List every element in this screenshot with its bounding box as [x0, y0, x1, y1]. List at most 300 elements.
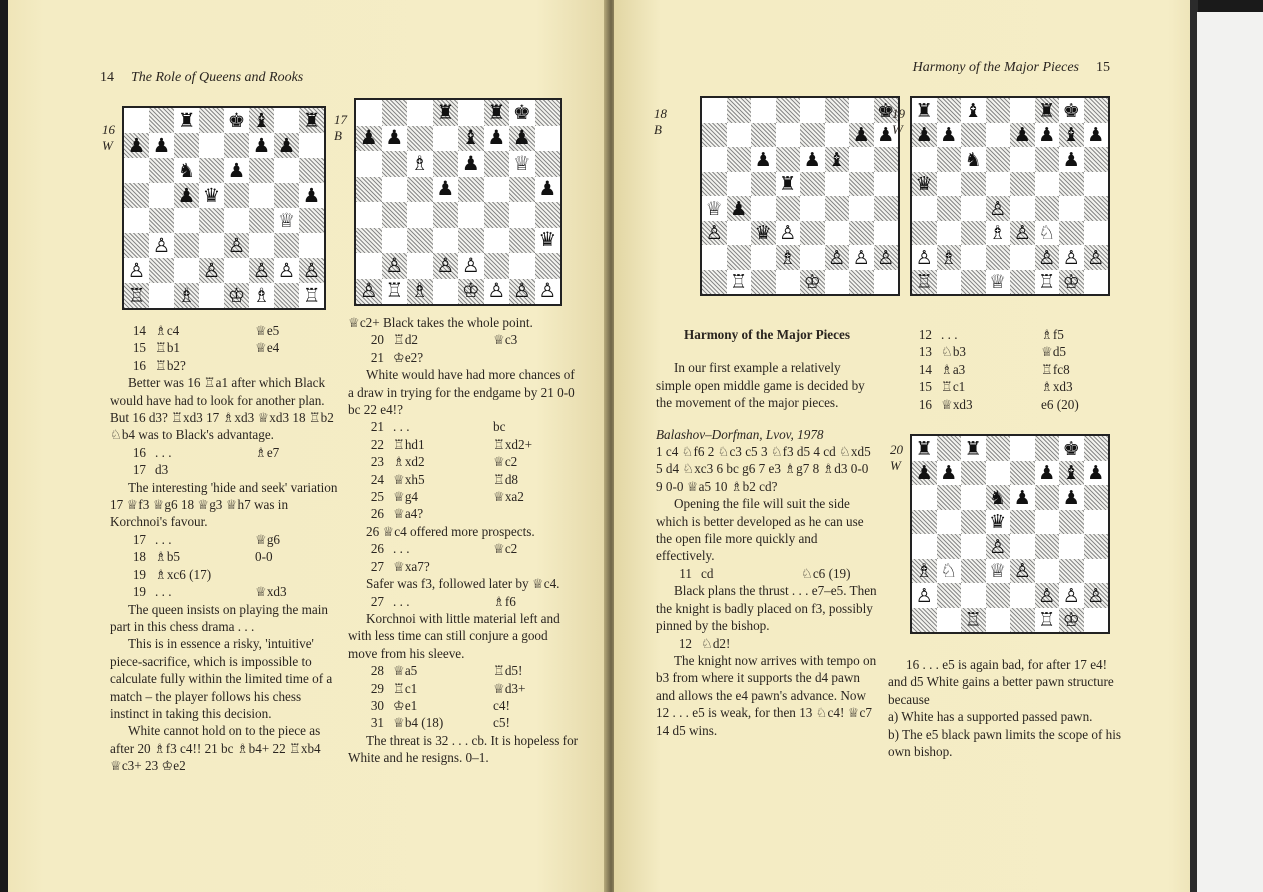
black-move: ♗f6 — [493, 593, 516, 609]
square-d8 — [986, 436, 1011, 461]
chess-piece: ♖ — [964, 608, 982, 632]
square-b7 — [382, 126, 408, 152]
square-a6 — [912, 485, 937, 510]
move-line — [110, 357, 342, 374]
move-line — [896, 396, 1126, 413]
chess-piece: ♕ — [989, 270, 1007, 294]
square-d5 — [986, 510, 1011, 535]
square-g1 — [509, 279, 535, 305]
square-a2 — [702, 245, 727, 270]
chess-board — [910, 434, 1110, 634]
square-g2 — [1059, 583, 1084, 608]
square-h8 — [1084, 436, 1109, 461]
square-g7 — [509, 126, 535, 152]
square-e3 — [458, 228, 484, 254]
chess-piece: ♚ — [512, 100, 531, 124]
square-h4 — [874, 196, 899, 221]
white-move: . . . — [941, 327, 958, 342]
square-e4 — [1010, 534, 1035, 559]
square-e5 — [1010, 172, 1035, 197]
white-move: ♕xh5 — [393, 471, 425, 487]
square-a2 — [356, 253, 382, 279]
right-column-1 — [656, 326, 878, 739]
move-number: 23 — [370, 454, 384, 470]
square-g2 — [274, 258, 299, 283]
chess-piece: ♚ — [1062, 436, 1080, 460]
chess-piece: ♟ — [512, 126, 531, 150]
square-h5 — [1084, 510, 1109, 535]
square-h3 — [299, 233, 324, 258]
square-h3 — [1084, 559, 1109, 584]
white-move: . . . — [393, 593, 410, 609]
move-line — [110, 444, 342, 461]
square-c4 — [751, 196, 776, 221]
chess-piece: ♘ — [940, 559, 958, 583]
square-d2 — [433, 253, 459, 279]
square-b2 — [727, 245, 752, 270]
white-move: ♔e2? — [393, 349, 424, 365]
square-d8 — [433, 100, 459, 126]
square-d1 — [986, 608, 1011, 633]
move-number: 24 — [370, 471, 384, 487]
chess-piece: ♟ — [1013, 123, 1031, 147]
square-h6 — [535, 151, 561, 177]
paragraph: a) White has a supported passed pawn. — [888, 709, 1093, 725]
square-c5 — [751, 172, 776, 197]
square-f2 — [1035, 245, 1060, 270]
square-b3 — [937, 559, 962, 584]
square-d2 — [199, 258, 224, 283]
move-number: 14 — [132, 323, 146, 338]
square-f8 — [825, 98, 850, 123]
square-d5 — [776, 172, 801, 197]
square-e5 — [224, 183, 249, 208]
move-line — [896, 326, 1126, 343]
square-a7 — [912, 461, 937, 486]
move-number: 12 — [678, 635, 692, 651]
square-h1 — [535, 279, 561, 305]
move-line — [896, 343, 1126, 360]
square-e1 — [1010, 608, 1035, 633]
square-a1 — [356, 279, 382, 305]
square-d3 — [776, 221, 801, 246]
square-b8 — [727, 98, 752, 123]
square-g7 — [849, 123, 874, 148]
square-e4 — [224, 208, 249, 233]
chess-piece: ♗ — [779, 245, 797, 269]
white-move: . . . — [155, 444, 172, 460]
square-b5 — [937, 172, 962, 197]
square-a7 — [702, 123, 727, 148]
square-d7 — [986, 123, 1011, 148]
square-h4 — [1084, 534, 1109, 559]
move-number: 30 — [370, 697, 384, 713]
square-d4 — [433, 202, 459, 228]
chess-piece: ♙ — [487, 279, 506, 303]
square-e6 — [800, 147, 825, 172]
square-f5 — [1035, 510, 1060, 535]
diagram-number: 20 — [890, 442, 903, 457]
chess-piece: ♙ — [359, 279, 378, 303]
chess-board — [354, 98, 562, 306]
square-f1 — [249, 283, 274, 308]
square-g3 — [849, 221, 874, 246]
square-c7 — [407, 126, 433, 152]
square-c2 — [961, 583, 986, 608]
chess-piece: ♙ — [252, 258, 271, 282]
chess-piece: ♖ — [385, 279, 404, 303]
square-b1 — [727, 270, 752, 295]
chess-piece: ♗ — [410, 279, 429, 303]
square-a3 — [912, 221, 937, 246]
chess-piece: ♟ — [461, 151, 480, 175]
move-number: 18 — [132, 549, 146, 565]
square-g8 — [849, 98, 874, 123]
move-line — [110, 322, 342, 339]
square-c3 — [174, 233, 199, 258]
square-h2 — [1084, 583, 1109, 608]
square-f5 — [825, 172, 850, 197]
move-number: 26 — [370, 541, 384, 557]
square-d6 — [433, 151, 459, 177]
chess-piece: ♚ — [877, 98, 895, 122]
square-c1 — [407, 279, 433, 305]
chess-piece: ♟ — [852, 123, 870, 147]
chess-piece: ♝ — [252, 108, 271, 132]
move-number: 19 — [132, 584, 146, 600]
square-d1 — [776, 270, 801, 295]
square-c6 — [961, 485, 986, 510]
left-column-2 — [348, 314, 580, 767]
square-g8 — [274, 108, 299, 133]
chess-piece: ♞ — [989, 485, 1007, 509]
square-f1 — [1035, 270, 1060, 295]
black-move: ♘c6 (19) — [801, 565, 851, 581]
square-c4 — [961, 196, 986, 221]
square-f4 — [1035, 534, 1060, 559]
square-f8 — [1035, 98, 1060, 123]
black-move: c5! — [493, 715, 510, 731]
chess-piece: ♙ — [1038, 583, 1056, 607]
square-g7 — [1059, 123, 1084, 148]
square-c7 — [751, 123, 776, 148]
white-move: . . . — [393, 419, 410, 435]
chess-piece: ♟ — [252, 133, 271, 157]
square-a1 — [702, 270, 727, 295]
square-h4 — [1084, 196, 1109, 221]
chess-piece: ♜ — [915, 98, 933, 122]
square-b4 — [727, 196, 752, 221]
square-b3 — [727, 221, 752, 246]
square-c5 — [407, 177, 433, 203]
chess-piece: ♗ — [940, 245, 958, 269]
square-g4 — [1059, 196, 1084, 221]
chess-piece: ♜ — [915, 436, 933, 460]
square-g6 — [849, 147, 874, 172]
square-b4 — [937, 196, 962, 221]
square-a5 — [912, 172, 937, 197]
chess-piece: ♟ — [754, 147, 772, 171]
square-e8 — [458, 100, 484, 126]
square-e8 — [1010, 436, 1035, 461]
chess-piece: ♟ — [940, 461, 958, 485]
square-f2 — [825, 245, 850, 270]
square-g2 — [849, 245, 874, 270]
chess-piece: ♜ — [1038, 98, 1056, 122]
move-number: 21 — [370, 349, 384, 365]
square-g3 — [1059, 559, 1084, 584]
square-g5 — [274, 183, 299, 208]
black-move: 0-0 — [255, 549, 273, 565]
chess-piece: ♞ — [177, 158, 196, 182]
left-page-title: The Role of Queens and Rooks — [131, 70, 304, 85]
move-line — [348, 593, 580, 610]
square-h6 — [1084, 485, 1109, 510]
right-column-2-text — [888, 656, 1128, 760]
chess-piece: ♝ — [1062, 123, 1080, 147]
square-a5 — [912, 510, 937, 535]
square-e2 — [458, 253, 484, 279]
paragraph: The queen insists on playing the main part in this chess drama . . . — [110, 601, 328, 634]
chess-piece: ♘ — [1038, 221, 1056, 245]
square-c1 — [174, 283, 199, 308]
square-d7 — [433, 126, 459, 152]
white-move: ♗c4 — [155, 323, 180, 338]
square-h4 — [299, 208, 324, 233]
move-number: 25 — [370, 489, 384, 505]
square-a1 — [912, 270, 937, 295]
square-e3 — [800, 221, 825, 246]
black-move: ♕xd3 — [255, 584, 287, 600]
square-h3 — [1084, 221, 1109, 246]
square-h8 — [535, 100, 561, 126]
white-move: ♕g4 — [393, 489, 419, 505]
chess-piece: ♟ — [177, 183, 196, 207]
square-a5 — [356, 177, 382, 203]
square-c3 — [961, 221, 986, 246]
move-line — [348, 714, 580, 731]
square-e2 — [1010, 245, 1035, 270]
square-b2 — [149, 258, 174, 283]
square-b2 — [382, 253, 408, 279]
square-d8 — [986, 98, 1011, 123]
move-line — [348, 453, 580, 470]
square-a8 — [702, 98, 727, 123]
chess-piece: ♗ — [177, 283, 196, 307]
chess-piece: ♟ — [359, 126, 378, 150]
move-number: 16 — [132, 357, 146, 373]
square-b7 — [937, 461, 962, 486]
square-a8 — [912, 436, 937, 461]
white-move: . . . — [393, 541, 410, 557]
move-number: 27 — [370, 593, 384, 609]
square-d1 — [433, 279, 459, 305]
right-column-2-moves — [896, 326, 1126, 413]
square-c8 — [961, 98, 986, 123]
square-g4 — [509, 202, 535, 228]
square-f4 — [825, 196, 850, 221]
square-f7 — [484, 126, 510, 152]
chess-piece: ♛ — [202, 183, 221, 207]
move-line — [348, 505, 580, 522]
square-b5 — [727, 172, 752, 197]
chess-board — [122, 106, 326, 310]
square-f1 — [484, 279, 510, 305]
square-f5 — [484, 177, 510, 203]
square-h3 — [874, 221, 899, 246]
square-e4 — [800, 196, 825, 221]
move-line — [348, 558, 580, 575]
square-g7 — [274, 133, 299, 158]
move-number: 20 — [370, 332, 384, 348]
square-e1 — [800, 270, 825, 295]
square-g6 — [1059, 485, 1084, 510]
black-move: ♕d5 — [1041, 344, 1067, 360]
chess-piece: ♙ — [277, 258, 296, 282]
chess-piece: ♙ — [385, 253, 404, 277]
square-g5 — [849, 172, 874, 197]
square-g1 — [1059, 608, 1084, 633]
chess-piece: ♝ — [964, 98, 982, 122]
square-b7 — [727, 123, 752, 148]
chess-piece: ♗ — [252, 283, 271, 307]
square-f7 — [1035, 123, 1060, 148]
square-f5 — [249, 183, 274, 208]
square-e8 — [1010, 98, 1035, 123]
square-e2 — [1010, 583, 1035, 608]
paragraph: 16 . . . e5 is again bad, for after 17 e4! and d5 White gains a better pawn structure because — [888, 657, 1114, 707]
square-c5 — [961, 510, 986, 535]
square-c7 — [961, 461, 986, 486]
black-move: ♕e4 — [255, 340, 280, 356]
paragraph: Korchnoi with little material left and with less time can still conjure a good move from his sleeve. — [348, 610, 560, 661]
square-f2 — [1035, 583, 1060, 608]
square-c3 — [407, 228, 433, 254]
square-d3 — [433, 228, 459, 254]
white-move: . . . — [155, 584, 172, 600]
move-line — [348, 662, 580, 679]
square-f6 — [484, 151, 510, 177]
chess-piece: ♟ — [940, 123, 958, 147]
chess-piece: ♜ — [302, 108, 321, 132]
square-h6 — [874, 147, 899, 172]
left-running-head — [100, 70, 303, 86]
square-a1 — [124, 283, 149, 308]
chess-piece: ♟ — [152, 133, 171, 157]
square-b8 — [937, 436, 962, 461]
square-h7 — [1084, 123, 1109, 148]
square-f3 — [484, 228, 510, 254]
chess-piece: ♕ — [705, 196, 723, 220]
square-c2 — [407, 253, 433, 279]
chess-piece: ♜ — [779, 172, 797, 196]
chess-piece: ♟ — [1087, 123, 1105, 147]
square-d6 — [986, 147, 1011, 172]
square-a4 — [124, 208, 149, 233]
chess-piece: ♛ — [754, 221, 772, 245]
chess-piece: ♟ — [803, 147, 821, 171]
chess-piece: ♔ — [227, 283, 246, 307]
black-move: ♕c2 — [493, 541, 518, 557]
square-a6 — [912, 147, 937, 172]
white-move: ♖c1 — [393, 680, 418, 696]
chess-piece: ♜ — [436, 100, 455, 124]
move-number: 14 — [918, 361, 932, 377]
square-h6 — [1084, 147, 1109, 172]
square-f4 — [249, 208, 274, 233]
white-move: ♘b3 — [941, 344, 967, 360]
square-b6 — [727, 147, 752, 172]
square-c8 — [407, 100, 433, 126]
chess-piece: ♟ — [538, 177, 557, 201]
square-b6 — [937, 147, 962, 172]
chess-piece: ♜ — [487, 100, 506, 124]
chess-piece: ♕ — [989, 559, 1007, 583]
square-f3 — [825, 221, 850, 246]
square-h6 — [299, 158, 324, 183]
chess-piece: ♙ — [1062, 245, 1080, 269]
square-e5 — [800, 172, 825, 197]
square-g1 — [1059, 270, 1084, 295]
paragraph: Black plans the thrust . . . e7–e5. Then the knight is badly placed on f3, possibly pinned by the bishop. — [656, 583, 877, 634]
move-line — [110, 566, 342, 583]
chess-piece: ♙ — [1087, 245, 1105, 269]
square-c3 — [751, 221, 776, 246]
chess-piece: ♗ — [915, 559, 933, 583]
chess-piece: ♗ — [989, 221, 1007, 245]
square-e8 — [224, 108, 249, 133]
chess-piece: ♙ — [915, 245, 933, 269]
square-a7 — [356, 126, 382, 152]
square-g2 — [1059, 245, 1084, 270]
chess-piece: ♟ — [1038, 461, 1056, 485]
chess-piece: ♙ — [461, 253, 480, 277]
square-c4 — [407, 202, 433, 228]
chess-piece: ♛ — [915, 172, 933, 196]
square-e4 — [1010, 196, 1035, 221]
white-move: ♕b4 (18) — [393, 715, 444, 731]
square-h8 — [299, 108, 324, 133]
black-move: ♕xa2 — [493, 489, 524, 505]
square-h8 — [1084, 98, 1109, 123]
square-f3 — [249, 233, 274, 258]
square-a7 — [124, 133, 149, 158]
square-d1 — [986, 270, 1011, 295]
black-move: ♕d3+ — [493, 680, 526, 696]
right-page — [614, 0, 1197, 892]
square-c4 — [961, 534, 986, 559]
square-h5 — [1084, 172, 1109, 197]
square-a8 — [124, 108, 149, 133]
chess-piece: ♟ — [227, 158, 246, 182]
square-e5 — [1010, 510, 1035, 535]
chess-piece: ♗ — [410, 151, 429, 175]
move-line — [110, 531, 342, 548]
square-c8 — [961, 436, 986, 461]
white-move: ♖b1 — [155, 340, 181, 356]
square-a3 — [124, 233, 149, 258]
square-a6 — [124, 158, 149, 183]
chess-piece: ♕ — [512, 151, 531, 175]
chess-piece: ♖ — [1038, 270, 1056, 294]
chess-piece: ♟ — [1013, 485, 1031, 509]
square-d3 — [986, 221, 1011, 246]
square-c4 — [174, 208, 199, 233]
move-number: 26 — [370, 506, 384, 522]
square-c2 — [961, 245, 986, 270]
square-h5 — [299, 183, 324, 208]
square-d8 — [199, 108, 224, 133]
